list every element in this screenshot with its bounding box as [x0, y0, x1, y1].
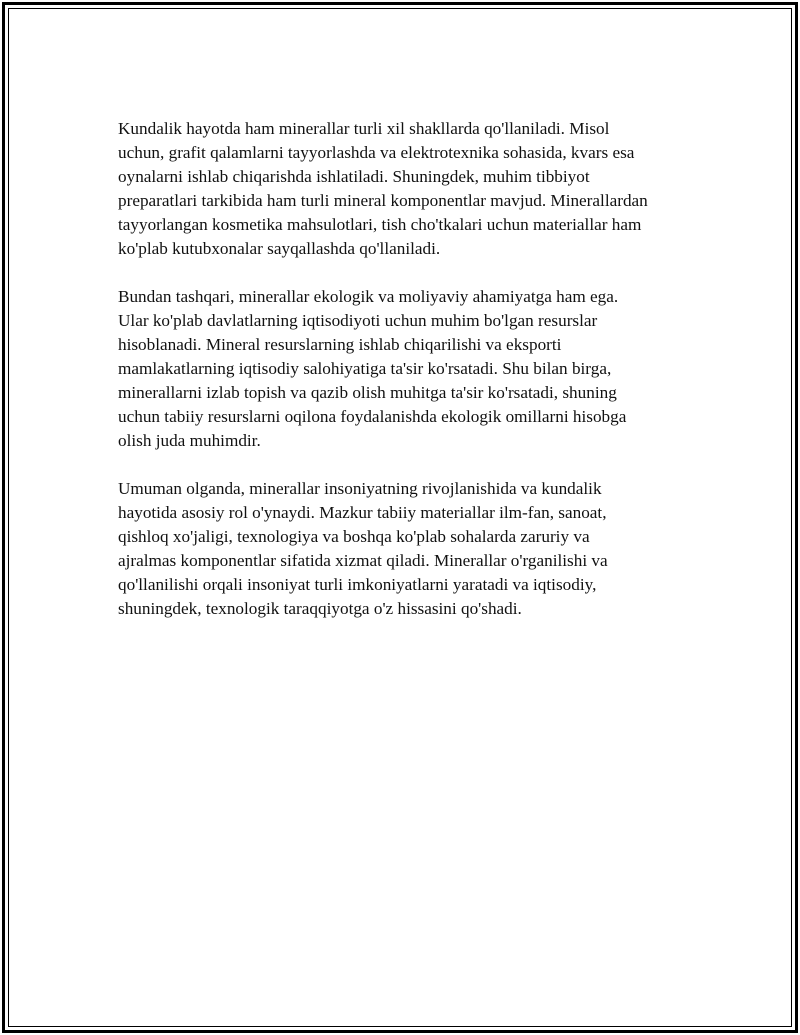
text-line: hayotida asosiy rol o'ynaydi. Mazkur tabiiy materiallar ilm-fan, sanoat,	[118, 503, 607, 522]
text-line: hisoblanadi. Mineral resurslarning ishlab chiqarilishi va eksporti	[118, 335, 562, 354]
text-line: oynalarni ishlab chiqarishda ishlatiladi. Shuningdek, muhim tibbiyot	[118, 167, 590, 186]
text-line: ko'plab kutubxonalar sayqallashda qo'llaniladi.	[118, 239, 441, 258]
paragraph-3	[118, 477, 690, 621]
text-line: ajralmas komponentlar sifatida xizmat qiladi. Minerallar o'rganilishi va	[118, 551, 608, 570]
text-line: Kundalik hayotda ham minerallar turli xil shakllarda qo'llaniladi. Misol	[118, 119, 610, 138]
text-line: minerallarni izlab topish va qazib olish muhitga ta'sir ko'rsatadi, shuning	[118, 383, 617, 402]
text-line: mamlakatlarning iqtisodiy salohiyatiga ta'sir ko'rsatadi. Shu bilan birga,	[118, 359, 612, 378]
paragraph-2	[118, 285, 690, 453]
paragraph-1	[118, 117, 690, 261]
text-line: uchun, grafit qalamlarni tayyorlashda va elektrotexnika sohasida, kvars esa	[118, 143, 635, 162]
text-line: qishloq xo'jaligi, texnologiya va boshqa ko'plab sohalarda zaruriy va	[118, 527, 590, 546]
text-line: uchun tabiiy resurslarni oqilona foydalanishda ekologik omillarni hisobga	[118, 407, 627, 426]
document-body	[118, 117, 690, 645]
text-line: Bundan tashqari, minerallar ekologik va moliyaviy ahamiyatga ham ega.	[118, 287, 619, 306]
text-line: olish juda muhimdir.	[118, 431, 261, 450]
text-line: Ular ko'plab davlatlarning iqtisodiyoti uchun muhim bo'lgan resurslar	[118, 311, 598, 330]
text-line: shuningdek, texnologik taraqqiyotga o'z hissasini qo'shadi.	[118, 599, 522, 618]
text-line: qo'llanilishi orqali insoniyat turli imkoniyatlarni yaratadi va iqtisodiy,	[118, 575, 597, 594]
text-line: Umuman olganda, minerallar insoniyatning rivojlanishida va kundalik	[118, 479, 602, 498]
text-line: preparatlari tarkibida ham turli mineral komponentlar mavjud. Minerallardan	[118, 191, 648, 210]
text-line: tayyorlangan kosmetika mahsulotlari, tish cho'tkalari uchun materiallar ham	[118, 215, 642, 234]
